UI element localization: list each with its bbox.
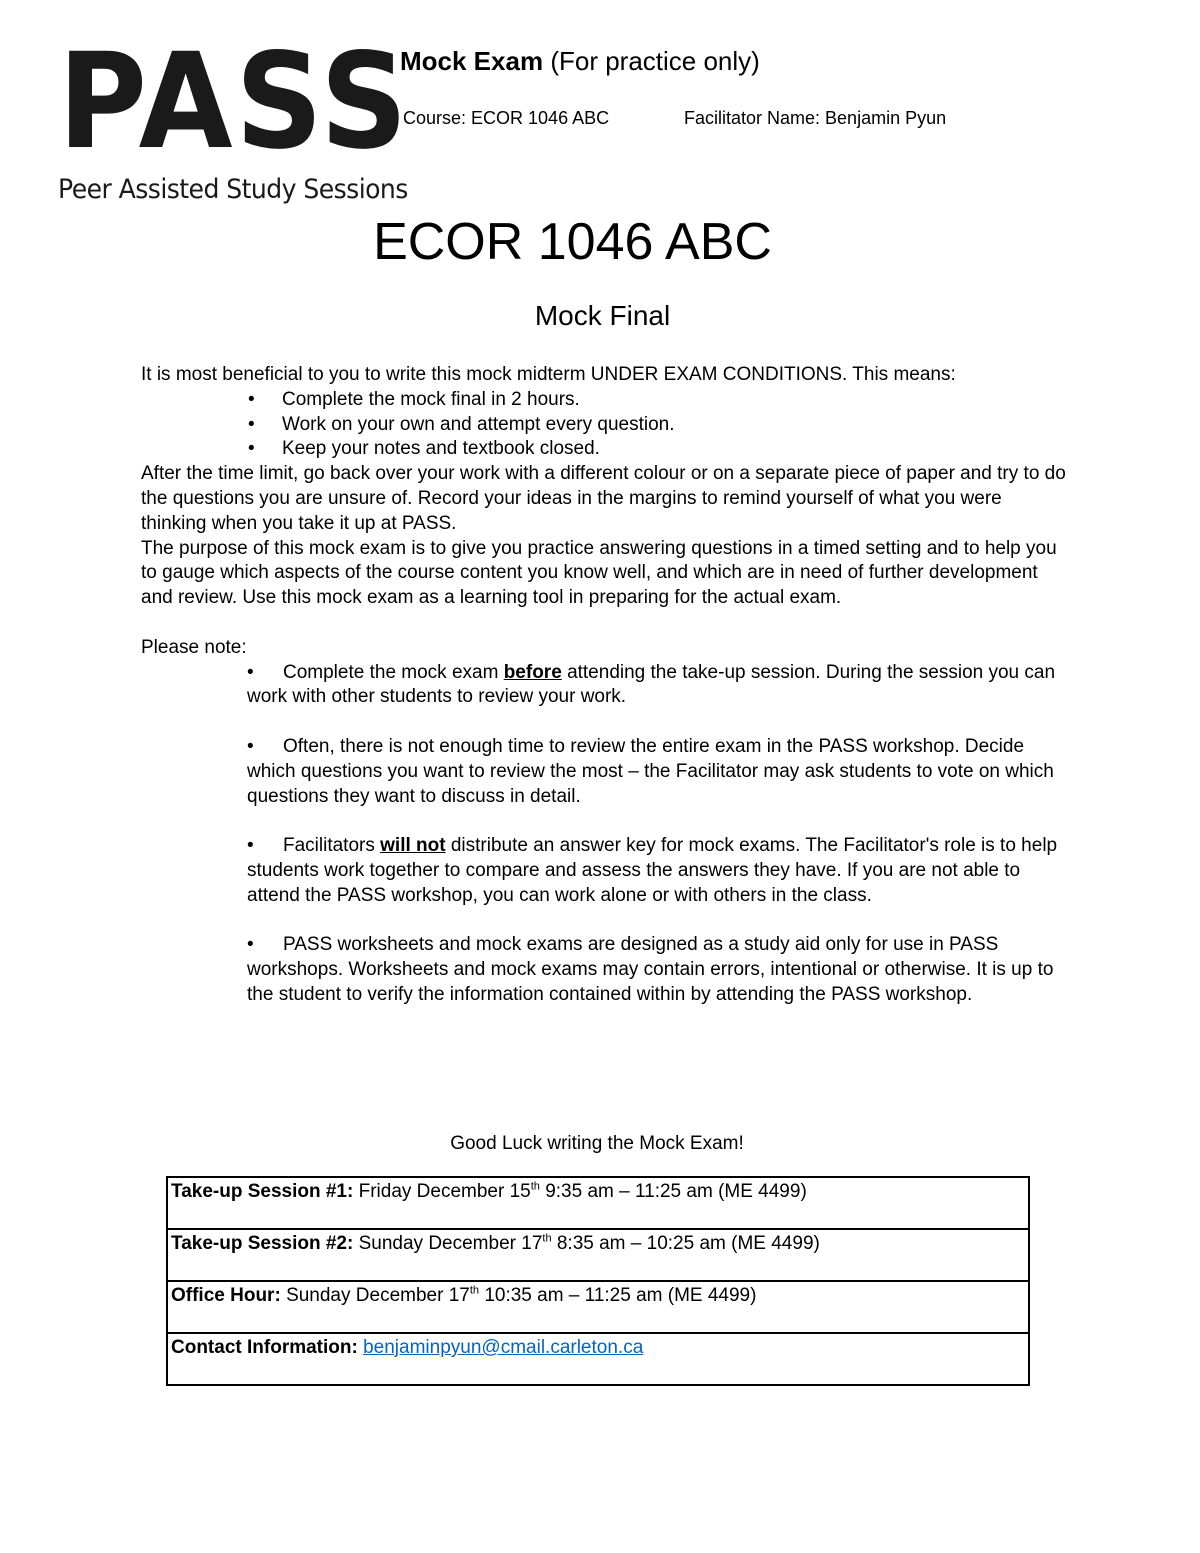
instructions-body [141, 363, 1071, 1008]
session-date: Sunday December 17 [358, 1233, 543, 1254]
session-time: 9:35 am – 11:25 am (ME 4499) [545, 1181, 807, 1202]
table-row [167, 1177, 1029, 1229]
bullet: • [247, 735, 254, 757]
contact-label: Contact Information: [171, 1337, 358, 1358]
sessions-table [166, 1176, 1030, 1386]
note-text: PASS worksheets and mock exams are designed as a study aid only for use in PASS workshops. Worksheets and mock exams may contain errors, intentional or otherwise. It is up to the student to verify the information contained within by attending the PASS workshop. [247, 934, 1054, 1005]
intro-text: It is most beneficial to you to write this mock midterm UNDER EXAM CONDITIONS. This means: [141, 364, 956, 385]
note-emphasis: before [503, 661, 562, 683]
bullet: • [248, 388, 255, 410]
please-note-label: Please note: [141, 636, 247, 658]
bullet: • [247, 661, 254, 683]
session-label: Take-up Session #2: [171, 1233, 354, 1254]
list-item [141, 437, 1071, 462]
session-label: Office Hour: [171, 1285, 281, 1306]
session-date: Sunday December 17 [286, 1285, 470, 1306]
after-time-text: After the time limit, go back over your work with a different colour or on a separate piece of paper and try to do the questions you are unsure of. Record your ideas in the margins to remind yourself of what you were thinking when you take it up at PASS. [141, 463, 1066, 534]
session-time: 8:35 am – 10:25 am (ME 4499) [556, 1233, 820, 1254]
condition-text: Work on your own and attempt every question. [282, 413, 675, 435]
session-date: Friday December 15 [358, 1181, 531, 1202]
bullet: • [248, 413, 255, 435]
notes-list [141, 661, 1071, 1008]
note-text: Often, there is not enough time to review the entire exam in the PASS workshop. Decide which questions you want to review the most – the Facilitator may ask students to vote on which questions they want to discuss in detail. [247, 735, 1054, 807]
session-time: 10:35 am – 11:25 am (ME 4499) [484, 1285, 757, 1306]
page-title: ECOR 1046 ABC [373, 213, 772, 271]
contact-email-link[interactable]: benjaminpyun@cmail.carleton.ca [363, 1337, 644, 1358]
list-item [247, 933, 1067, 1007]
condition-text: Complete the mock final in 2 hours. [282, 388, 580, 410]
header-title-bold: Mock Exam [400, 46, 544, 76]
note-text: distribute an answer key for mock exams. The Facilitator's role is to help students work together to compare and assess the answers they have. If you are not able to attend the PASS workshop, you can work alone or with others in the class. [247, 835, 1058, 906]
list-item [247, 661, 1067, 711]
list-item [141, 388, 1071, 413]
date-suffix: th [530, 1180, 540, 1193]
good-luck-text: Good Luck writing the Mock Exam! [450, 1133, 744, 1154]
list-item [141, 413, 1071, 438]
spacer [141, 611, 1071, 636]
bullet: • [248, 438, 255, 460]
note-text: attending the take-up session. During the session you can work with other students to review your work. [247, 661, 1056, 708]
date-suffix: th [469, 1284, 480, 1297]
note-text: Complete the mock exam [283, 661, 499, 683]
table-row [167, 1333, 1029, 1385]
conditions-list [141, 388, 1071, 462]
purpose-text: The purpose of this mock exam is to give you practice answering questions in a timed setting and to help you to gauge which aspects of the course content you know well, and which are in need of further development and review. Use this mock exam as a learning tool in preparing for the actual exam. [141, 537, 1057, 609]
condition-text: Keep your notes and textbook closed. [282, 438, 600, 460]
pass-logo [58, 25, 411, 208]
logo-wordmark: PASS [58, 25, 411, 179]
date-suffix: th [542, 1232, 552, 1245]
session-1-cell [167, 1177, 1029, 1229]
office-hour-cell [167, 1281, 1029, 1333]
table-row [167, 1281, 1029, 1333]
header-title [400, 46, 760, 77]
note-emphasis: will not [380, 835, 446, 857]
table-row [167, 1229, 1029, 1281]
bullet: • [247, 835, 254, 857]
list-item [247, 735, 1067, 809]
header-title-rest: (For practice only) [550, 46, 760, 76]
page-subtitle: Mock Final [534, 300, 671, 331]
list-item [247, 834, 1067, 908]
session-label: Take-up Session #1: [171, 1181, 354, 1202]
note-text: Facilitators [283, 835, 375, 857]
facilitator-label: Facilitator Name: Benjamin Pyun [684, 108, 947, 128]
logo-tagline: Peer Assisted Study Sessions [58, 174, 408, 205]
contact-cell [167, 1333, 1029, 1385]
session-2-cell [167, 1229, 1029, 1281]
bullet: • [247, 934, 254, 956]
course-label: Course: ECOR 1046 ABC [403, 108, 610, 128]
